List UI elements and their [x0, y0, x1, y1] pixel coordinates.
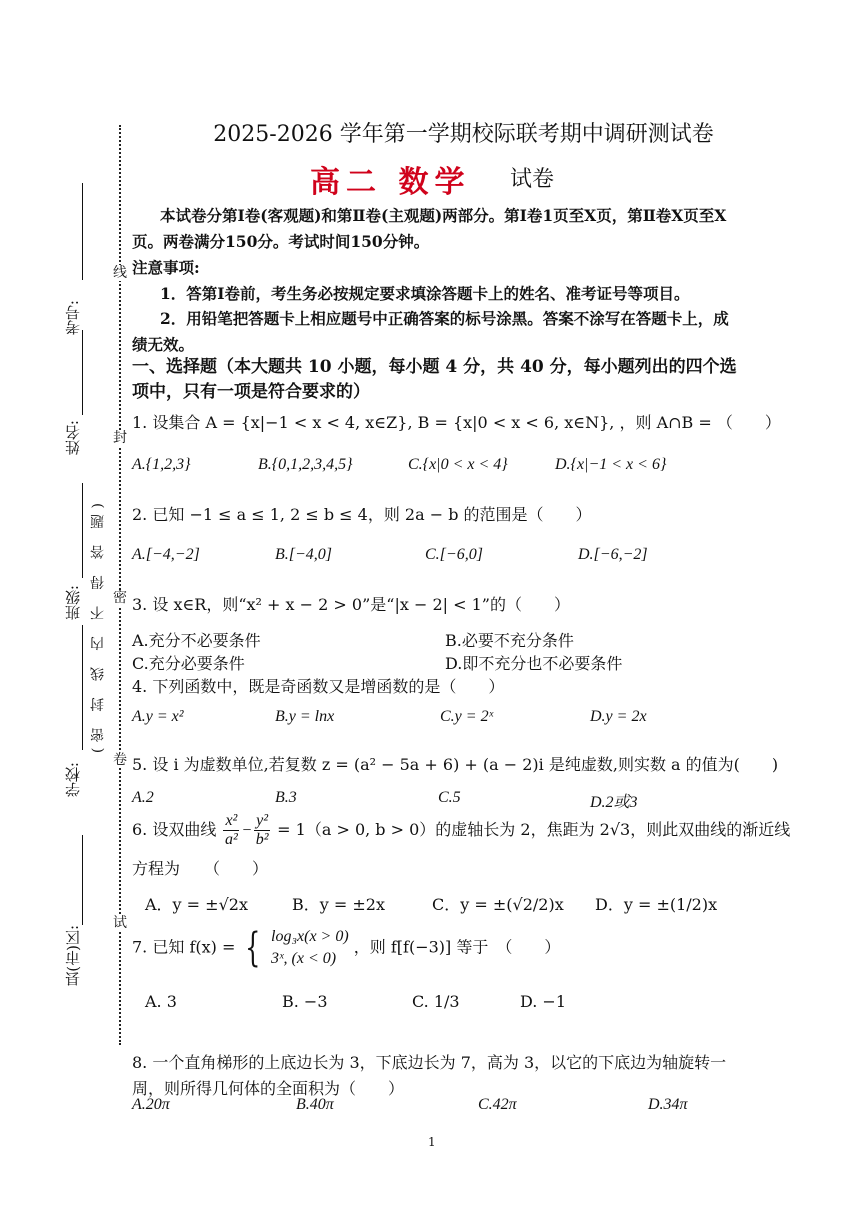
section-1-heading: 一、选择题（本大题共 10 小题，每小题 4 分，共 40 分，每小题列出的四个选项中，只有一项是符合要求的） — [132, 357, 737, 402]
banji-line — [82, 483, 83, 578]
xingming-line — [82, 330, 83, 415]
q7-stem — [132, 926, 560, 970]
binding-mark-xian: 线 — [113, 265, 127, 281]
exam-title: 2025-2026 学年第一学期校际联考期中调研测试卷 — [213, 122, 714, 147]
q8-option-d: D.34π — [648, 1096, 688, 1113]
q7-case-1: log₃x(x > 0) — [271, 928, 349, 945]
q6-option-d: D．y = ±(1/2)x — [595, 895, 718, 914]
q6-option-c: C．y = ±(√2/2)x — [432, 895, 564, 914]
q6-stem-post: = 1（a > 0, b > 0）的虚轴长为 2，焦距为 2√3，则此双曲线的渐近线 — [277, 820, 791, 839]
q3-option-b: B.必要不充分条件 — [445, 631, 574, 650]
q2-option-d: D.[−6,−2] — [578, 546, 648, 563]
q8-option-c: C.42π — [478, 1096, 517, 1113]
q5-stem: 5. 设 i 为虚数单位,若复数 z = (a² − 5a + 6) + (a − 2)i 是纯虚数,则实数 a 的值为( ) — [132, 755, 779, 774]
q1-option-c: C.{x|0 < x < 4} — [408, 456, 508, 473]
q2-option-a: A.[−4,−2] — [132, 546, 200, 563]
xian-line — [82, 835, 83, 925]
xian-label: 县(市)区: — [64, 925, 82, 987]
q6-stem-pre: 6. 设双曲线 — [132, 820, 217, 839]
q5-option-b: B.3 — [275, 789, 297, 806]
exam-subject-suffix: 试卷 — [510, 167, 555, 192]
q4-option-d: D.y = 2x — [590, 708, 647, 725]
q2-stem: 2. 已知 −1 ≤ a ≤ 1, 2 ≤ b ≤ 4，则 2a − b 的范围是（ ） — [132, 505, 592, 524]
q3-stem: 3. 设 x∈R，则“x² + x − 2 > 0”是“|x − 2| < 1”的（ ） — [132, 595, 570, 614]
q1-option-a: A.{1,2,3} — [132, 456, 191, 473]
xuexiao-label: 学校: — [64, 762, 82, 798]
q6-option-b: B．y = ±2x — [292, 895, 385, 914]
banji-label: 班级: — [64, 585, 82, 621]
q4-stem: 4. 下列函数中，既是奇函数又是增函数的是（ ） — [132, 677, 505, 696]
q8-stem: 8. 一个直角梯形的上底边长为 3，下底边长为 7，高为 3，以它的下底边为轴旋转一周，则所得几何体的全面积为（ ） — [132, 1053, 727, 1098]
binding-mark-feng: 封 — [113, 430, 127, 446]
q1-option-b: B.{0,1,2,3,4,5} — [258, 456, 353, 473]
page-number: 1 — [428, 1135, 436, 1149]
q7-option-c: C. 1/3 — [412, 992, 460, 1011]
q5-option-c: C.5 — [438, 789, 461, 806]
q2-option-c: C.[−6,0] — [425, 546, 483, 563]
q4-option-b: B.y = lnx — [275, 708, 335, 725]
intro-paragraph: 本试卷分第Ⅰ卷(客观题)和第Ⅱ卷(主观题)两部分。第Ⅰ卷1页至X页，第Ⅱ卷X页至X页。两卷满分150分。考试时间150分钟。 — [132, 206, 727, 251]
q7-brace: { — [245, 925, 261, 971]
q6-option-a: A．y = ±√2x — [145, 895, 248, 914]
q6-frac-y: $\frac{\text{y²}}{\text{b²}}$ — [255, 812, 269, 848]
q3-option-a: A.充分不必要条件 — [132, 631, 261, 650]
q4-option-c: C.y = 2ˣ — [440, 708, 494, 725]
q7-stem-post: ，则 f[f(−3)] 等于 （ ） — [353, 937, 561, 957]
xingming-label: 姓名: — [64, 420, 82, 456]
binding-dotted-line — [119, 125, 121, 1045]
notice-1: 1．答第Ⅰ卷前，考生务必按规定要求填涂答题卡上的姓名、准考证号等项目。 — [160, 284, 690, 303]
q5-option-a: A.2 — [132, 789, 154, 806]
exam-subject: 高二 数学 — [310, 165, 471, 200]
kaohao-line — [82, 183, 83, 280]
q3-option-c: C.充分必要条件 — [132, 654, 245, 673]
q3-option-d: D.即不充分也不必要条件 — [445, 654, 623, 673]
notice-title: 注意事项: — [132, 258, 200, 277]
q8-option-b: B.40π — [296, 1096, 334, 1113]
kaohao-label: 考号: — [64, 300, 82, 336]
xuexiao-line — [82, 625, 83, 750]
q7-stem-pre: 7. 已知 f(x) = — [132, 937, 236, 957]
q1-stem: 1. 设集合 A = {x|−1 < x < 4, x∈Z}, B = {x|0 < x < 6, x∈N}, ，则 A∩B = （ ） — [132, 413, 781, 432]
q6-stem-line2: 方程为 （ ） — [132, 859, 269, 878]
q7-option-d: D. −1 — [520, 992, 567, 1011]
binding-mark-juan: 卷 — [113, 752, 127, 768]
notice-2: 2．用铅笔把答题卡上相应题号中正确答案的标号涂黑。答案不涂写在答题卡上，成绩无效。 — [132, 309, 729, 354]
q5-option-d: D.2或3 — [590, 794, 638, 811]
q6-stem: 6. 设双曲线 $\frac{\text{x²}}{\text{a²}}$ − $\frac{\text{y²}}{\text{b²}}$ = 1（a > 0, b > 0）的虚轴长为 2，焦距为 2√3，则此双曲线的渐近线 — [132, 812, 791, 848]
q7-cases — [271, 926, 349, 970]
q7-option-b: B. −3 — [282, 992, 328, 1011]
q7-option-a: A. 3 — [145, 992, 177, 1011]
binding-mark-mi: 密 — [113, 590, 127, 606]
q2-option-b: B.[−4,0] — [275, 546, 333, 563]
q6-frac-x: $\frac{\text{x²}}{\text{a²}}$ — [225, 812, 238, 848]
q7-case-2: 3ˣ, (x < 0) — [271, 950, 337, 967]
seal-note: (密 封 线 内 不 得 答 题) — [90, 497, 106, 754]
binding-mark-shi: 试 — [113, 915, 127, 931]
q1-option-d: D.{x|−1 < x < 6} — [555, 456, 667, 473]
q8-option-a: A.20π — [132, 1096, 170, 1113]
q4-option-a: A.y = x² — [132, 708, 184, 725]
